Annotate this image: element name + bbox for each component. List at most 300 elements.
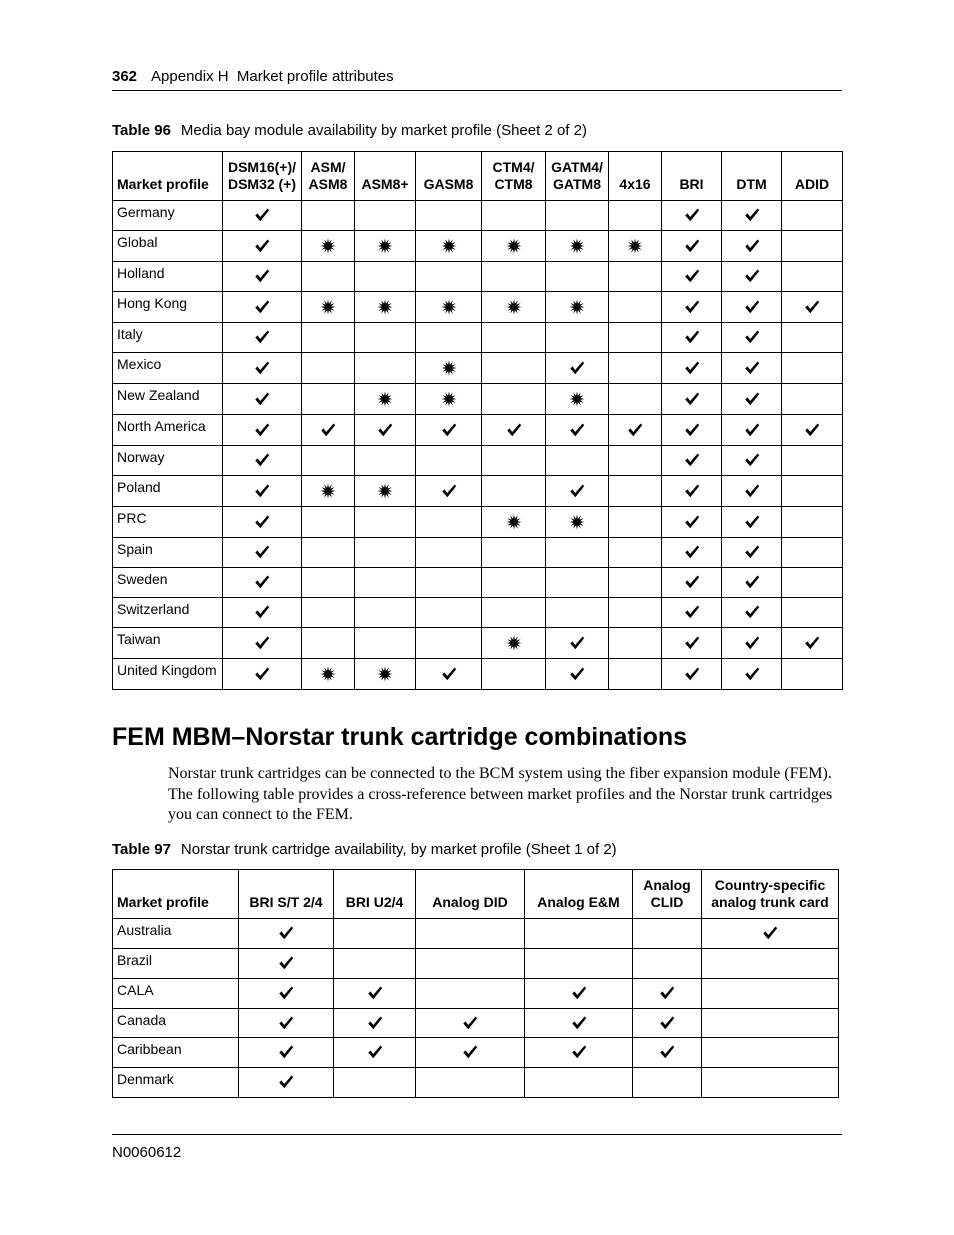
availability-cell [782,538,843,568]
availability-cell [223,598,302,628]
availability-cell [482,262,546,292]
asterisk-icon [440,359,458,377]
column-header: DTM [722,152,782,201]
availability-cell [662,201,722,231]
check-icon [683,267,701,285]
availability-cell [782,628,843,659]
asterisk-icon [319,482,337,500]
check-icon [743,328,761,346]
availability-cell [546,476,609,507]
availability-cell [482,353,546,384]
availability-cell [302,415,355,446]
column-header: BRI U2/4 [334,870,416,919]
check-icon [253,206,271,224]
column-header: 4x16 [609,152,662,201]
availability-cell [223,446,302,476]
availability-cell [239,979,334,1009]
check-icon [253,543,271,561]
availability-cell [662,598,722,628]
availability-cell [482,292,546,323]
section-heading: FEM MBM–Norstar trunk cartridge combinations [112,723,688,751]
column-header: ADID [782,152,843,201]
availability-cell [239,919,334,949]
market-profile-name: CALA [113,979,239,1009]
availability-cell [334,919,416,949]
availability-cell [223,292,302,323]
availability-cell [702,949,839,979]
market-profile-name: Caribbean [113,1038,239,1068]
availability-cell [633,1068,702,1098]
check-icon [683,421,701,439]
availability-cell [416,568,482,598]
table-row [113,949,839,979]
table-row [113,628,843,659]
asterisk-icon [568,237,586,255]
asterisk-icon [440,298,458,316]
availability-cell [355,628,416,659]
availability-cell [482,507,546,538]
availability-cell [334,1009,416,1038]
table-row [113,659,843,690]
table-row [113,568,843,598]
check-icon [570,1014,588,1032]
availability-cell [355,568,416,598]
check-icon [568,359,586,377]
availability-cell [782,292,843,323]
check-icon [440,482,458,500]
check-icon [461,1043,479,1061]
availability-cell [722,507,782,538]
check-icon [743,634,761,652]
availability-cell [546,507,609,538]
check-icon [626,421,644,439]
asterisk-icon [505,513,523,531]
table-96-caption-text: Media bay module availability by market profile (Sheet 2 of 2) [180,122,587,139]
table-97-caption [112,841,617,858]
availability-cell [355,384,416,415]
availability-cell [546,446,609,476]
market-profile-name: PRC [113,507,223,538]
check-icon [743,573,761,591]
availability-cell [223,201,302,231]
availability-cell [782,507,843,538]
asterisk-icon [376,482,394,500]
availability-cell [722,384,782,415]
page-header [112,68,842,91]
check-icon [743,390,761,408]
column-header: GASM8 [416,152,482,201]
table-row [113,323,843,353]
check-icon [743,206,761,224]
table-row [113,979,839,1009]
table-row [113,353,843,384]
availability-cell [662,446,722,476]
check-icon [743,267,761,285]
availability-cell [416,292,482,323]
availability-cell [546,568,609,598]
table-row [113,919,839,949]
availability-cell [334,1038,416,1068]
availability-cell [416,415,482,446]
availability-cell [609,384,662,415]
availability-cell [722,353,782,384]
availability-cell [525,949,633,979]
availability-cell [662,415,722,446]
market-profile-name: Norway [113,446,223,476]
availability-cell [722,538,782,568]
check-icon [803,421,821,439]
availability-cell [416,598,482,628]
availability-cell [355,201,416,231]
availability-cell [302,262,355,292]
availability-cell [609,201,662,231]
availability-cell [609,628,662,659]
market-profile-name: Switzerland [113,598,223,628]
availability-cell [416,353,482,384]
check-icon [761,924,779,942]
availability-cell [633,1038,702,1068]
availability-cell [334,1068,416,1098]
availability-cell [546,659,609,690]
availability-cell [662,323,722,353]
check-icon [683,359,701,377]
availability-cell [546,231,609,262]
availability-cell [223,353,302,384]
availability-cell [355,415,416,446]
availability-cell [302,384,355,415]
column-header: BRI S/T 2/4 [239,870,334,919]
availability-cell [239,1038,334,1068]
check-icon [253,390,271,408]
check-icon [366,1043,384,1061]
availability-cell [609,323,662,353]
availability-cell [355,507,416,538]
market-profile-name: Canada [113,1009,239,1038]
availability-cell [722,292,782,323]
table-96-caption [112,122,587,139]
availability-cell [482,598,546,628]
check-icon [743,359,761,377]
availability-cell [782,353,843,384]
column-header: BRI [662,152,722,201]
asterisk-icon [568,513,586,531]
availability-cell [633,919,702,949]
page-footer [112,1134,842,1161]
availability-cell [722,415,782,446]
availability-cell [609,476,662,507]
table-row [113,201,843,231]
availability-cell [334,949,416,979]
availability-cell [609,353,662,384]
availability-cell [546,353,609,384]
check-icon [568,482,586,500]
availability-cell [482,323,546,353]
check-icon [743,603,761,621]
availability-cell [482,568,546,598]
asterisk-icon [319,665,337,683]
availability-cell [633,949,702,979]
availability-cell [482,476,546,507]
availability-cell [662,292,722,323]
availability-cell [355,292,416,323]
check-icon [253,634,271,652]
check-icon [568,421,586,439]
check-icon [743,513,761,531]
availability-cell [722,262,782,292]
availability-cell [223,568,302,598]
market-profile-name: New Zealand [113,384,223,415]
availability-cell [482,446,546,476]
availability-cell [355,353,416,384]
column-header: Analog CLID [633,870,702,919]
availability-cell [482,231,546,262]
table-97 [112,869,839,1098]
table-96-label: Table 96 [112,122,171,139]
page-number: 362 [112,68,138,85]
table-97-caption-text: Norstar trunk cartridge availability, by market profile (Sheet 1 of 2) [180,841,617,858]
check-icon [658,1014,676,1032]
availability-cell [302,292,355,323]
check-icon [743,421,761,439]
availability-cell [609,659,662,690]
check-icon [683,482,701,500]
availability-cell [416,628,482,659]
availability-cell [302,201,355,231]
market-profile-name: Denmark [113,1068,239,1098]
market-profile-name: Mexico [113,353,223,384]
availability-cell [223,659,302,690]
check-icon [803,634,821,652]
availability-cell [609,568,662,598]
availability-cell [782,659,843,690]
availability-cell [609,538,662,568]
section-body: Norstar trunk cartridges can be connected to the BCM system using the fiber expansion module (FEM). The following table provides a cross-reference between market profiles and the Norstar trunk cartridges you can connect to the FEM. [168,765,833,823]
check-icon [253,237,271,255]
check-icon [366,1014,384,1032]
column-header: ASM/ ASM8 [302,152,355,201]
market-profile-name: Holland [113,262,223,292]
check-icon [570,1043,588,1061]
market-profile-name: North America [113,415,223,446]
availability-cell [302,323,355,353]
availability-cell [416,1009,525,1038]
availability-cell [302,507,355,538]
check-icon [683,390,701,408]
availability-cell [722,598,782,628]
check-icon [253,665,271,683]
check-icon [461,1014,479,1032]
availability-cell [722,446,782,476]
check-icon [683,298,701,316]
availability-cell [702,919,839,949]
availability-cell [662,476,722,507]
availability-cell [782,323,843,353]
table-row [113,231,843,262]
column-header: Analog E&M [525,870,633,919]
availability-cell [482,384,546,415]
availability-cell [223,628,302,659]
column-header: CTM4/ CTM8 [482,152,546,201]
check-icon [440,421,458,439]
check-icon [253,267,271,285]
table-row [113,538,843,568]
availability-cell [355,598,416,628]
availability-cell [525,1038,633,1068]
availability-cell [609,262,662,292]
check-icon [683,328,701,346]
availability-cell [546,384,609,415]
column-header: Market profile [113,870,239,919]
check-icon [505,421,523,439]
availability-cell [662,384,722,415]
asterisk-icon [376,237,394,255]
availability-cell [355,476,416,507]
table-row [113,262,843,292]
availability-cell [702,1068,839,1098]
check-icon [743,451,761,469]
availability-cell [355,323,416,353]
availability-cell [416,446,482,476]
availability-cell [223,415,302,446]
availability-cell [302,538,355,568]
check-icon [253,573,271,591]
availability-cell [782,415,843,446]
availability-cell [609,507,662,538]
availability-cell [416,1068,525,1098]
availability-cell [223,384,302,415]
availability-cell [239,1009,334,1038]
check-icon [683,634,701,652]
availability-cell [355,659,416,690]
table-row [113,446,843,476]
availability-cell [662,538,722,568]
availability-cell [239,949,334,979]
availability-cell [722,231,782,262]
availability-cell [525,1009,633,1038]
column-header: Country-specific analog trunk card [702,870,839,919]
availability-cell [302,231,355,262]
availability-cell [662,231,722,262]
market-profile-name: Spain [113,538,223,568]
check-icon [683,451,701,469]
availability-cell [609,415,662,446]
check-icon [253,513,271,531]
asterisk-icon [568,390,586,408]
market-profile-name: Global [113,231,223,262]
availability-cell [525,919,633,949]
availability-cell [782,568,843,598]
availability-cell [662,568,722,598]
availability-cell [546,598,609,628]
availability-cell [722,568,782,598]
availability-cell [355,231,416,262]
availability-cell [302,628,355,659]
check-icon [319,421,337,439]
availability-cell [223,538,302,568]
availability-cell [782,446,843,476]
market-profile-name: Germany [113,201,223,231]
availability-cell [662,659,722,690]
check-icon [683,206,701,224]
column-header: DSM16(+)/ DSM32 (+) [223,152,302,201]
market-profile-name: United Kingdom [113,659,223,690]
availability-cell [633,979,702,1009]
availability-cell [546,415,609,446]
check-icon [376,421,394,439]
check-icon [803,298,821,316]
availability-cell [722,201,782,231]
availability-cell [302,353,355,384]
asterisk-icon [376,298,394,316]
market-profile-name: Hong Kong [113,292,223,323]
check-icon [277,1043,295,1061]
column-header: Analog DID [416,870,525,919]
column-header: Market profile [113,152,223,201]
table-row [113,384,843,415]
asterisk-icon [319,298,337,316]
column-header: ASM8+ [355,152,416,201]
availability-cell [355,262,416,292]
asterisk-icon [440,390,458,408]
check-icon [568,665,586,683]
availability-cell [302,568,355,598]
check-icon [253,328,271,346]
column-header: GATM4/ GATM8 [546,152,609,201]
check-icon [277,1014,295,1032]
check-icon [683,573,701,591]
availability-cell [546,201,609,231]
asterisk-icon [440,237,458,255]
check-icon [658,984,676,1002]
availability-cell [416,949,525,979]
availability-cell [302,446,355,476]
availability-cell [609,231,662,262]
check-icon [277,984,295,1002]
table-96 [112,151,843,690]
availability-cell [782,231,843,262]
market-profile-name: Sweden [113,568,223,598]
availability-cell [782,201,843,231]
check-icon [743,237,761,255]
availability-cell [416,476,482,507]
availability-cell [223,507,302,538]
check-icon [658,1043,676,1061]
market-profile-name: Brazil [113,949,239,979]
availability-cell [416,384,482,415]
availability-cell [416,262,482,292]
check-icon [253,298,271,316]
availability-cell [782,476,843,507]
check-icon [253,603,271,621]
availability-cell [702,979,839,1009]
availability-cell [546,628,609,659]
availability-cell [782,598,843,628]
check-icon [440,665,458,683]
availability-cell [223,262,302,292]
availability-cell [223,323,302,353]
asterisk-icon [505,237,523,255]
check-icon [253,359,271,377]
availability-cell [662,353,722,384]
check-icon [683,513,701,531]
availability-cell [662,507,722,538]
check-icon [743,482,761,500]
check-icon [683,665,701,683]
table-row [113,415,843,446]
check-icon [253,421,271,439]
check-icon [683,603,701,621]
availability-cell [239,1068,334,1098]
